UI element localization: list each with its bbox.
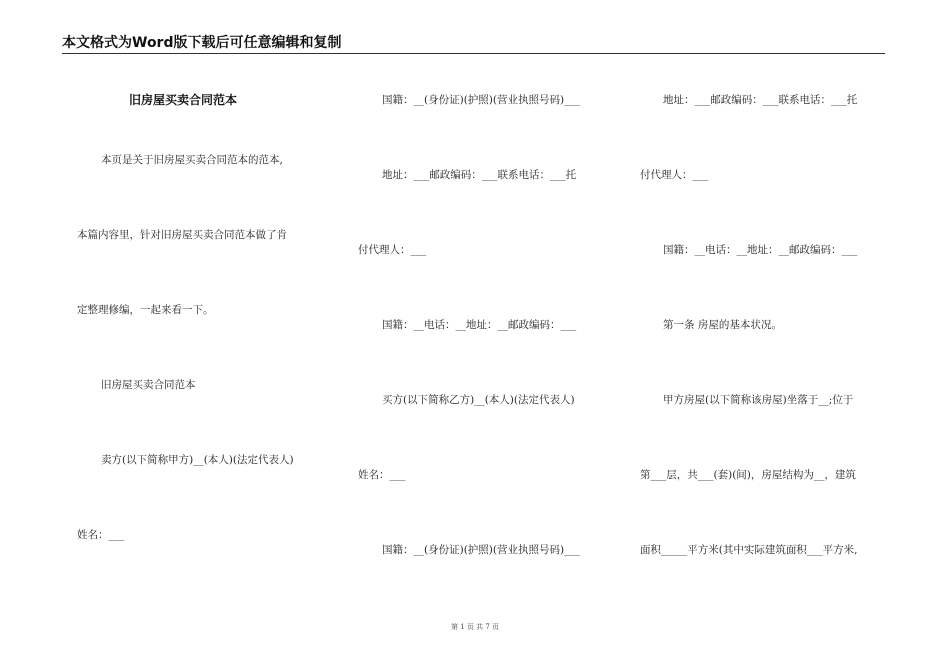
text-line: 国籍：__(身份证)(护照)(营业执照号码)___ [382,94,580,106]
text-line: 定整理修编，一起来看一下。 [77,304,214,316]
text-line: 买方(以下简称乙方)__(本人)(法定代表人) [382,394,575,406]
page-indicator: 第 1 页 共 7 页 [450,623,500,631]
text-line: 付代理人：___ [640,169,709,181]
text-line: 国籍：__电话：__地址：__邮政编码：___ [382,319,577,331]
header-title: 本文格式为Word版下载后可任意编辑和复制 [62,35,342,51]
document-header [62,34,885,54]
text-line: 甲方房屋(以下简称该房屋)坐落于__;位于 [663,394,854,406]
text-line: 第一条 房屋的基本状况。 [663,319,782,331]
text-line: 卖方(以下简称甲方)__(本人)(法定代表人) [101,454,294,466]
text-line: 地址：___邮政编码：___联系电话：___托 [663,94,858,106]
text-line: 姓名：___ [77,529,125,541]
text-line: 国籍：__(身份证)(护照)(营业执照号码)___ [382,544,580,556]
text-line: 国籍：__电话：__地址：__邮政编码：___ [663,244,858,256]
text-line: 面积_____平方米(其中实际建筑面积___平方米, [640,544,858,556]
text-line: 第___层，共___(套)(间)，房屋结构为__，建筑 [640,469,856,481]
text-line: 地址：___邮政编码：___联系电话：___托 [382,169,577,181]
text-line: 本页是关于旧房屋买卖合同范本的范本, [101,154,283,166]
text-line: 本篇内容里，针对旧房屋买卖合同范本做了肯 [77,229,287,241]
text-line: 旧房屋买卖合同范本 [101,379,196,391]
document-title: 旧房屋买卖合同范本 [129,93,238,107]
text-line: 付代理人：___ [358,244,427,256]
text-line: 姓名：___ [358,469,406,481]
